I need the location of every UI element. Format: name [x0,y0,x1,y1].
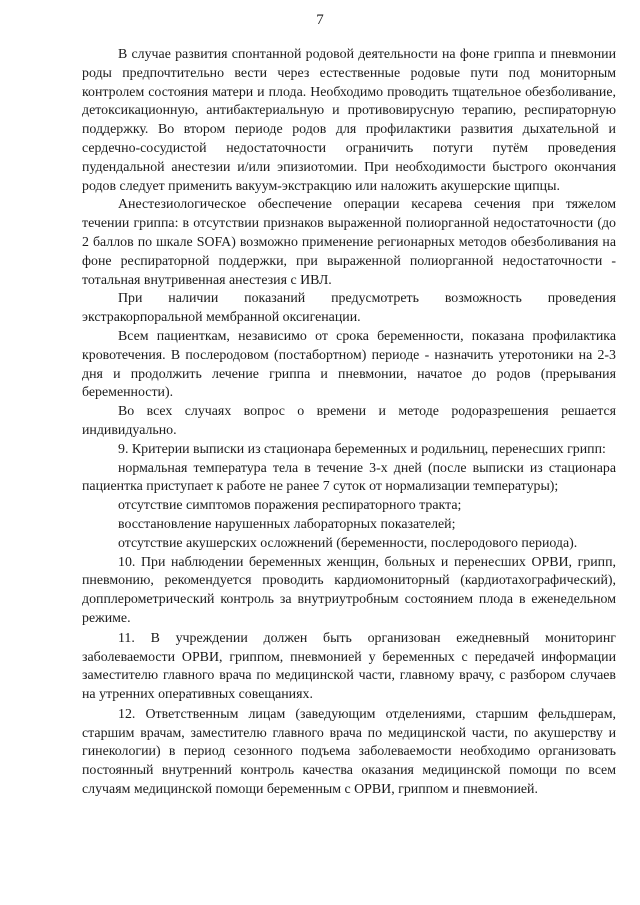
paragraph-quality-control: 12. Ответственным лицам (заведующим отделениями, старшим фельдшерам, старшим врачам, заместителю главного врача по медицинской части, по акушерству и гинекологии) в период сезонного подъема заболеваемости необходимо организовать постоянный внутренний контроль качества оказания медицинской помощи по всем случаям медицинской помощи беременным с ОРВИ, гриппом и пневмонией. [82,706,616,798]
paragraph-anesthesia: Анестезиологическое обеспечение операции кесарева сечения при тяжелом течении гриппа: в отсутствии признаков выраженной полиорганной недостаточности (до 2 баллов по шкале SOFA) возможно применение регионарных методов обезболивания на фоне респираторной поддержки, при выраженной полиорганной недостаточности - тотальная внутривенная анестезия с ИВЛ. [82,197,616,288]
page-number: 7 [316,12,324,28]
list-item-lab-recovery: восстановление нарушенных лабораторных показателей; [118,516,456,532]
list-item-normal-temperature: нормальная температура тела в течение 3-х дней (после выписки из стационара пациентка приступает к работе не ранее 7 суток от нормализации температуры); [82,460,616,495]
paragraph-fetal-monitoring: 10. При наблюдении беременных женщин, больных и перенесших ОРВИ, грипп, пневмонию, рекомендуется проводить кардиомониторный (кардиотахографический), допплерометрический контроль за внутриутробным состоянием плода в еженедельном режиме. [82,554,616,626]
page-body [82,46,616,800]
paragraph-discharge-criteria-heading: 9. Критерии выписки из стационара беременных и родильниц, перенесших грипп: [118,441,606,457]
list-item-no-respiratory-symptoms: отсутствие симптомов поражения респираторного тракта; [118,498,462,514]
paragraph-spontaneous-labor: В случае развития спонтанной родовой деятельности на фоне гриппа и пневмонии роды предпочтительно вести через естественные родовые пути под мониторным контролем состояния матери и плода. Необходимо проводить тщательное обезболивание, детоксикационную, антибактериальную и противовирусную терапию, респираторную поддержку. Во втором периоде родов для профилактики развития дыхательной и сердечно-сосудистой недостаточности ограничить потуги путём проведения пудендальной анестезии и/или эпизиотомии. При необходимости быстрого окончания родов следует применить вакуум-экстракцию или наложить акушерские щипцы. [82,47,616,194]
paragraph-ecmo: При наличии показаний предусмотреть возможность проведения экстракорпоральной мембранной оксигенации. [82,291,616,326]
paragraph-delivery-decision: Во всех случаях вопрос о времени и методе родоразрешения решается индивидуально. [82,404,616,438]
paragraph-daily-monitoring: 11. В учреждении должен быть организован ежедневный мониторинг заболеваемости ОРВИ, гриппом, пневмонией у беременных с передачей информации заместителю главного врача по медицинской части, главному врачу, с разбором случаев на утренних оперативных совещаниях. [82,630,616,703]
list-item-no-obstetric-complications: отсутствие акушерских осложнений (беременности, послеродового периода). [118,535,578,551]
paragraph-bleeding-prophylaxis: Всем пациенткам, независимо от срока беременности, показана профилактика кровотечения. В послеродовом (постабортном) периоде - назначить утеротоники на 2-3 дня и продолжить лечение гриппа и пневмонии, начатое до родов (прерывания беременности). [82,328,616,401]
